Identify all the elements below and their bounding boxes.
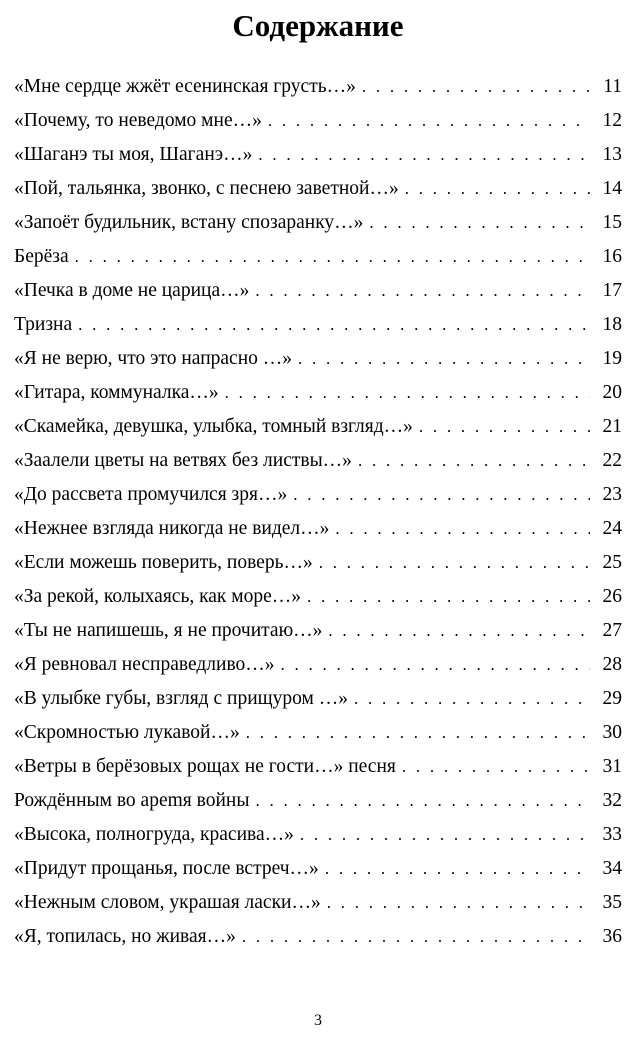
toc-entry [14, 852, 622, 886]
toc-entry-title: «Нежным словом, украшая ласки…» [14, 892, 321, 913]
toc-entry [14, 716, 622, 750]
toc-entry [14, 444, 622, 478]
toc-entry-page: 35 [602, 892, 622, 913]
dot-leader [419, 410, 590, 444]
toc-entry-page: 33 [602, 824, 622, 845]
toc-entry [14, 410, 622, 444]
toc-entry-title: «Если можешь поверить, поверь…» [14, 552, 313, 573]
dot-leader [358, 444, 590, 478]
dot-leader [255, 784, 590, 818]
toc-entry-page: 25 [602, 552, 622, 573]
dot-leader [319, 546, 590, 580]
toc-entry-title: «Пой, тальянка, звонко, с песнею заветной…» [14, 178, 399, 199]
dot-leader [354, 682, 590, 716]
toc-entry-title: «Ветры в берёзовых рощах не гости…» песня [14, 756, 396, 777]
toc-entry-title: Тризна [14, 314, 73, 335]
dot-leader [293, 478, 590, 512]
toc-entry-title: «Почему, то неведомо мне…» [14, 110, 262, 131]
toc-entry-title: «Гитара, коммуналка…» [14, 382, 219, 403]
toc-entry-page: 11 [603, 76, 622, 97]
toc-entry [14, 104, 622, 138]
toc-entry [14, 376, 622, 410]
toc-entry [14, 308, 622, 342]
toc-entry-page: 17 [602, 280, 622, 301]
toc-entry-page: 21 [602, 416, 622, 437]
dot-leader [246, 716, 590, 750]
toc-entry-page: 18 [602, 314, 622, 335]
dot-leader [362, 70, 590, 104]
toc-entry-page: 23 [602, 484, 622, 505]
toc-entry [14, 920, 622, 954]
table-of-contents [14, 70, 622, 954]
toc-entry-page: 36 [602, 926, 622, 947]
toc-entry-title: «За рекой, колыхаясь, как море…» [14, 586, 302, 607]
toc-entry-page: 20 [602, 382, 622, 403]
dot-leader [327, 886, 590, 920]
dot-leader [405, 172, 590, 206]
dot-leader [78, 308, 590, 342]
dot-leader [75, 240, 590, 274]
toc-entry [14, 750, 622, 784]
toc-entry [14, 478, 622, 512]
page-number: 3 [314, 1012, 322, 1029]
toc-entry [14, 512, 622, 546]
toc-entry [14, 240, 622, 274]
toc-entry-title: «Мне сердце жжёт есенинская грусть…» [14, 76, 356, 97]
toc-entry [14, 206, 622, 240]
toc-entry-page: 32 [602, 790, 622, 811]
page-title: Содержание [232, 8, 404, 43]
dot-leader [328, 614, 590, 648]
toc-entry-title: «Шаганэ ты моя, Шаганэ…» [14, 144, 253, 165]
toc-entry-page: 27 [602, 620, 622, 641]
toc-entry-title: «Заалели цветы на ветвях без листвы…» [14, 450, 352, 471]
toc-entry [14, 648, 622, 682]
toc-entry [14, 138, 622, 172]
toc-entry-page: 15 [602, 212, 622, 233]
toc-entry-title: «Я не верю, что это напрасно …» [14, 348, 293, 369]
toc-entry-title: «Я, топилась, но живая…» [14, 926, 236, 947]
toc-entry [14, 614, 622, 648]
toc-entry-page: 16 [602, 246, 622, 267]
dot-leader [255, 274, 590, 308]
dot-leader [335, 512, 590, 546]
toc-entry [14, 546, 622, 580]
toc-entry-page: 26 [602, 586, 622, 607]
toc-entry-page: 30 [602, 722, 622, 743]
toc-entry-page: 29 [602, 688, 622, 709]
toc-entry-title: «Ты не напишешь, я не прочитаю…» [14, 620, 323, 641]
toc-entry-title: «В улыбке губы, взгляд с прищуром …» [14, 688, 348, 709]
toc-entry-page: 28 [602, 654, 622, 675]
toc-entry [14, 274, 622, 308]
toc-entry [14, 818, 622, 852]
toc-entry-page: 22 [602, 450, 622, 471]
dot-leader [225, 376, 590, 410]
toc-entry-title: Рождённым во арemя войны [14, 790, 250, 811]
toc-entry-title: «Нежнее взгляда никогда не видел…» [14, 518, 330, 539]
dot-leader [242, 920, 590, 954]
toc-entry-page: 14 [602, 178, 622, 199]
toc-entry-title: «Высока, полногруда, красива…» [14, 824, 294, 845]
toc-entry-title: «До рассвета промучился зря…» [14, 484, 288, 505]
toc-entry-title: «Запоёт будильник, встану спозаранку…» [14, 212, 364, 233]
dot-leader [258, 138, 590, 172]
dot-leader [268, 104, 590, 138]
toc-entry [14, 886, 622, 920]
toc-entry [14, 70, 622, 104]
toc-entry-page: 34 [602, 858, 622, 879]
dot-leader [298, 342, 590, 376]
dot-leader [325, 852, 590, 886]
toc-entry [14, 682, 622, 716]
toc-entry [14, 580, 622, 614]
toc-entry-title: Берёза [14, 246, 69, 267]
toc-entry-page: 13 [602, 144, 622, 165]
toc-entry-page: 31 [602, 756, 622, 777]
toc-entry-title: «Придут прощанья, после встреч…» [14, 858, 319, 879]
toc-entry-title: «Скамейка, девушка, улыбка, томный взгляд…» [14, 416, 413, 437]
toc-entry [14, 784, 622, 818]
toc-entry-title: «Скромностью лукавой…» [14, 722, 240, 743]
toc-entry-page: 24 [602, 518, 622, 539]
toc-entry [14, 342, 622, 376]
dot-leader [307, 580, 590, 614]
toc-entry [14, 172, 622, 206]
toc-entry-title: «Печка в доме не царица…» [14, 280, 250, 301]
dot-leader [281, 648, 590, 682]
dot-leader [369, 206, 590, 240]
toc-entry-page: 19 [602, 348, 622, 369]
toc-entry-page: 12 [602, 110, 622, 131]
dot-leader [402, 750, 590, 784]
toc-entry-title: «Я ревновал несправедливо…» [14, 654, 275, 675]
dot-leader [300, 818, 590, 852]
